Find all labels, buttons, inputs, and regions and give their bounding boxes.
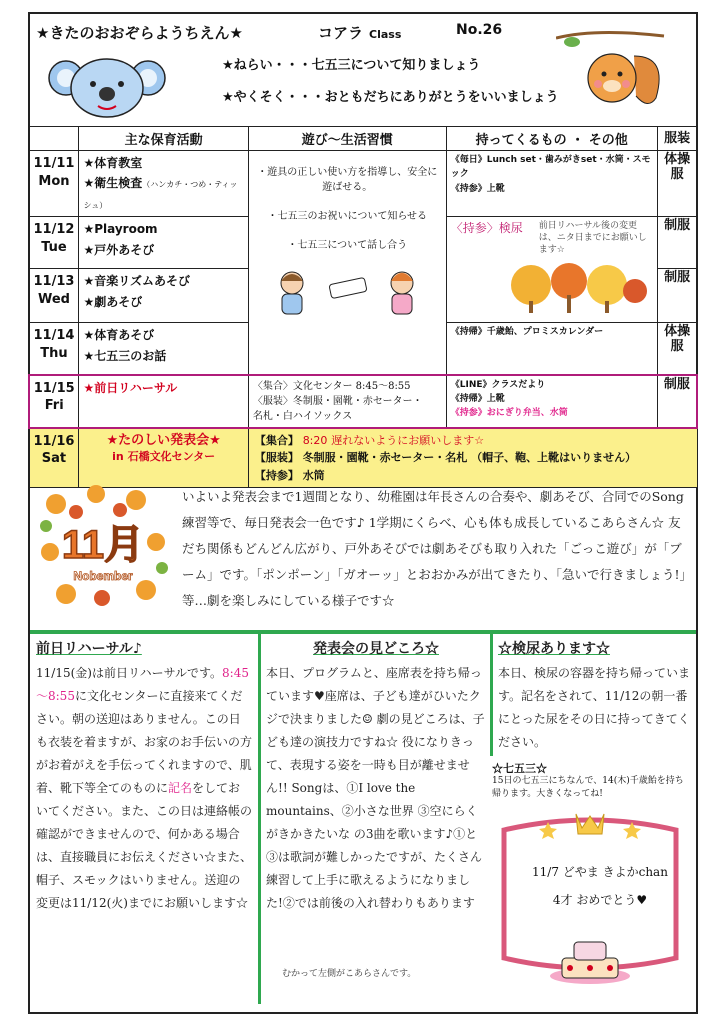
day-dow: Mon [38, 173, 70, 189]
birthday-message [520, 858, 680, 914]
class-name-text: コアラ [318, 24, 364, 42]
wear-cell: 制服 [657, 375, 697, 428]
bring-label: 【持参】 [254, 468, 299, 482]
rehearsal-text: 11/15(金)は前日リハーサルです。 [36, 666, 223, 680]
day-date: 11/15 [33, 380, 75, 396]
autumn-trees-icon [507, 261, 647, 315]
rehearsal-body [36, 662, 252, 915]
day-cell [29, 269, 79, 323]
activity-cell [79, 323, 248, 375]
table-header-activity: 主な保育活動 [79, 127, 248, 151]
urine-test-title: ☆検尿あります☆ [498, 641, 610, 657]
activity-item: ★劇あそび [83, 294, 143, 309]
day-cell [29, 323, 79, 375]
table-row-sat [29, 428, 697, 488]
plan-cell [248, 375, 446, 428]
bring-item: 《持帰》上靴 [450, 394, 505, 405]
highlight-title: 発表会の見どころ☆ [313, 641, 439, 657]
activity-item: ★Playroom [83, 222, 158, 237]
squirrel-illustration-icon [556, 26, 666, 116]
activity-item [83, 173, 243, 214]
day-cell [29, 428, 79, 488]
section-divider [30, 630, 696, 634]
plan-item: 名札・白ハイソックス [252, 410, 353, 422]
school-name: ★きたのおおぞらようちえん★ [36, 24, 243, 42]
koala-illustration-icon [48, 48, 166, 118]
shichigosan-section [492, 762, 692, 801]
issue-number: No.26 [456, 22, 503, 38]
bring-item: 《持参》おにぎり弁当、水筒 [450, 408, 568, 419]
bring-item: 《毎日》Lunch set・歯みがきset・水筒・スモック [450, 155, 651, 180]
bring-cell [446, 151, 657, 217]
day-dow: Thu [40, 345, 68, 361]
table-header-wear: 服装 [657, 127, 697, 151]
rehearsal-text: に文化センターに直接来てください。朝の送迎はありません。この日も衣装を着ますが、お家のお手伝いの方がお着がえを手伝ってくれますので、肌着、靴下等全てのものに [36, 689, 253, 795]
activity-text: ★衛生検査 [83, 176, 143, 191]
day-date: 11/11 [33, 156, 75, 171]
day-date: 11/13 [33, 274, 75, 290]
day-date: 11/14 [33, 328, 75, 344]
plan-item: 〈服装〉冬制服・園靴・赤セーター・ [252, 395, 423, 407]
children-illustration-icon [262, 267, 432, 319]
seating-note: むかって左側がこあらさんです。 [282, 969, 417, 979]
gather-note: 遅れないようにお願いします☆ [331, 433, 485, 447]
urine-test-section [498, 638, 690, 754]
table-header-play: 遊び～生活習慣 [248, 127, 446, 151]
bring-cell [446, 217, 657, 323]
table-row-mon [29, 151, 697, 217]
day-date: 11/16 [33, 433, 75, 449]
play-cell [248, 151, 446, 375]
highlight-body: 本日、プログラムと、座席表を持ち帰っています♥座席は、子ども達がひいたクジで決まりました☺ 劇の見どころは、子ども達の演技力ですね☆ 役になりきって、表現する姿を一時も目が離せません!! Songは、①I love the mountains、②小さな世界 ③空にらくがきかきたいな の3曲を歌います♪①と③は歌詞が難しかったですが、たくさん練習して上手に歌えるようになりました!②では前後の入れ替わりもあります [266, 666, 485, 910]
aim-text: ★ねらい・・・七五三について知りましょう [222, 58, 481, 73]
november-caption-text: Nobember [73, 569, 133, 583]
table-header-row [29, 127, 697, 151]
day-cell [29, 375, 79, 428]
event-cell [79, 428, 248, 488]
activity-item: ★戸外あそび [83, 242, 155, 257]
bring-text: 水筒 [302, 468, 325, 482]
gather-row [255, 432, 691, 450]
wear-cell: 制服 [657, 217, 697, 269]
rehearsal-title: 前日リハーサル♪ [36, 641, 142, 657]
activity-item: ★体育教室 [83, 156, 143, 170]
event-title: ★たのしい発表会★ [106, 432, 221, 448]
wear-label: 【服装】 [254, 451, 299, 465]
gather-time: 8:20 [302, 433, 328, 447]
highlight-section [266, 638, 486, 915]
activity-cell [79, 269, 248, 323]
bring-row [255, 467, 691, 485]
section-divider-vertical [490, 632, 493, 756]
activity-item: ★七五三のお話 [83, 348, 167, 363]
bring-cell [446, 375, 657, 428]
activity-cell [79, 151, 248, 217]
bring-note: 前日リハーサル後の変更は、ニタ日までにお願いします☆ [538, 221, 647, 255]
day-cell [29, 151, 79, 217]
november-leaves-illustration [36, 482, 170, 612]
table-row-fri [29, 375, 697, 428]
table-header-bring: 持ってくるもの ・ その他 [446, 127, 657, 151]
day-dow: Wed [37, 291, 70, 307]
birthday-name: 11/7 どやま きよかchan [532, 865, 668, 879]
day-cell [29, 217, 79, 269]
activity-cell: ★前日リハーサル [79, 375, 248, 428]
wear-cell: 体操服 [657, 151, 697, 217]
urine-test-body: 本日、検尿の容器を持ち帰っています。記名をされて、11/12の朝一番にとった尿をその日に持ってきてください。 [498, 666, 691, 749]
day-dow: Fri [44, 398, 64, 414]
event-venue: in 石橋文化センター [112, 449, 216, 463]
play-item: ・遊具の正しい使い方を指導し、安全に遊ばせる。 [257, 167, 438, 193]
shichigosan-title: ☆七五三☆ [492, 762, 547, 775]
class-name [318, 22, 401, 43]
rehearsal-time: 8:45～8:55 [36, 666, 249, 703]
wear-text: 冬制服・園靴・赤セーター・名札 （帽子、鞄、上靴はいりません） [302, 451, 637, 465]
rehearsal-text: をしておいてください。また、この日は連絡帳の確認ができませんので、何かある場合は、直接職員にお伝えください☆また、帽子、スモックはいりません。送迎の変更は11/12(火)までにお願いします☆ [36, 781, 253, 910]
gather-label: 【集合】 [254, 433, 299, 447]
wear-row [255, 449, 691, 467]
promise-text: ★やくそく・・・おともだちにありがとうをいいましょう [222, 90, 559, 105]
day-dow: Sat [41, 451, 67, 467]
bring-handwritten: 〈持参〉検尿 [450, 221, 523, 236]
bring-cell [446, 323, 657, 375]
november-month-text: 11月 [61, 523, 145, 567]
weekly-schedule-table [28, 126, 698, 488]
bring-item: 《持参》上靴 [450, 183, 505, 194]
play-item: ・七五三のお祝いについて知らせる [267, 211, 428, 222]
bring-item: 《LINE》クラスだより [450, 379, 546, 390]
day-date: 11/12 [33, 222, 75, 238]
activity-note: （ハンカチ・つめ・ティッシュ） [83, 180, 238, 210]
birthday-greeting: 4才 おめでとう♥ [552, 893, 648, 907]
class-label: Class [369, 28, 402, 41]
bring-item: 《持帰》千歳飴、プロミスカレンダー [450, 327, 604, 338]
section-divider-vertical [258, 632, 261, 1004]
shichigosan-body: 15日の七五三にちなんで、14(木)千歳飴を持ち帰ります。大きくなってね! [492, 776, 684, 799]
event-detail-cell [248, 428, 697, 488]
rehearsal-section [36, 638, 252, 915]
table-header-blank [29, 127, 79, 151]
activity-item: ★体育あそび [83, 328, 155, 343]
wear-cell: 体操服 [657, 323, 697, 375]
activity-item: ★音楽リズムあそび [83, 274, 190, 289]
play-item: ・七五三について話し合う [287, 240, 408, 251]
plan-item: 〈集合〉文化センター 8:45～8:55 [252, 380, 411, 392]
day-dow: Tue [41, 239, 67, 255]
activity-cell [79, 217, 248, 269]
intro-message: いよいよ発表会まで1週間となり、幼稚園は年長さんの合奏や、劇あそび、合同でのSong練習等で、毎日発表会一色です♪ 1学期にくらべ、心も体も成長しているこあらさん☆ 友だち関係もどんどん広がり、戸外あそびでは劇あそびも取り入れた「ごっこ遊び」が「ブーム」です。「ポンポーン」「ガオーッ」とおおかみが出てきたり、「急いで行きましょう!」等…劇を楽しみにしている様子です☆ [182, 489, 686, 608]
wear-cell: 制服 [657, 269, 697, 323]
rehearsal-name-label: 記名 [168, 781, 193, 795]
